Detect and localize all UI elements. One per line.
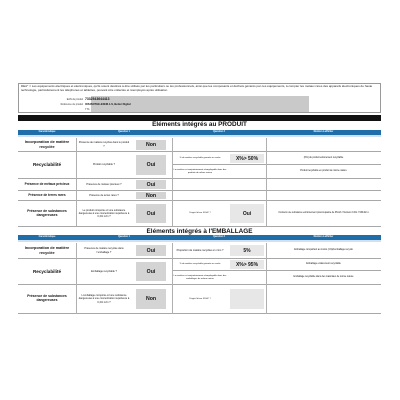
produit-row-label: Présence de métaux précieux	[24, 181, 70, 186]
emballage-row-mention: Emballage comportant au moins (x%)d'emballage recyclé	[294, 249, 353, 252]
column-divider	[76, 243, 77, 314]
produit-row-pct: X%> 50%	[230, 154, 264, 163]
produit-row-answer: Non	[136, 192, 166, 199]
produit-row-detail: % de matière recyclable garantie en sortie	[179, 156, 221, 159]
produit-row-question: Produit recyclable ?	[93, 163, 115, 167]
emballage-row-detail: S'agit-il d'une SVHC ?	[189, 297, 211, 300]
produit-row-question: Présence de matière recyclée dans le produit ?	[78, 141, 130, 148]
emballage-col-mention: Mention à afficher	[266, 235, 381, 240]
emballage-row-detail: La matière est majoritairement réemployable dans des emballages de même nature	[173, 274, 227, 280]
produit-row-question: Présence de terres rares ?	[89, 193, 119, 197]
emballage-row-label: Incorporation de matière recyclée	[24, 246, 70, 255]
produit-row-mention: Contient une substance extrêmement préoccupante de Plomb / Numéro CAS: 7439-92-1	[278, 212, 369, 215]
produit-title: Éléments intégrés au PRODUIT	[152, 121, 247, 128]
emballage-col-question2: Question 2	[172, 235, 266, 240]
ref-label: Référence du produit	[60, 103, 83, 106]
emballage-row-mention	[266, 285, 381, 313]
declaration-sheet	[18, 83, 381, 314]
column-divider	[172, 243, 173, 314]
column-divider	[172, 138, 173, 226]
ref-value: IOS4SOTHE-EXEM-1-S, Better Digital	[85, 103, 131, 106]
ean-value: 7332543644413	[85, 97, 110, 101]
emballage-row-question: L'emballage comporte-t-il une substance dangereuse à une concentration supérieure à 0,1% m/m ?	[78, 294, 130, 304]
produit-col-question2: Question 2	[172, 130, 266, 135]
produit-col-question1: Question 1	[76, 130, 172, 135]
emballage-row-answer: Oui	[136, 262, 166, 281]
produit-row-answer: Oui	[136, 180, 166, 189]
produit-subheader-bar	[18, 135, 381, 137]
emballage-col-caracteristique: Caractéristique	[18, 235, 76, 240]
emballage-row-answer: Non	[136, 289, 166, 309]
produit-row-label: Recyclabilité	[32, 162, 62, 168]
column-divider	[266, 138, 267, 226]
produit-row-detail: S'agit-il d'une SVHC ?	[189, 212, 211, 215]
emballage-row-detail: Proportion de matière recyclée en m/m ?	[176, 248, 224, 252]
emballage-row-mention: Emballage entièrement recyclable	[306, 263, 341, 266]
produit-row-answer: Oui	[136, 155, 166, 175]
emballage-col-question1: Question 1	[76, 235, 172, 240]
emballage-row-mention: Emballage recyclable dans des matériaux de même nature	[293, 276, 354, 279]
produit-row-answer: Non	[136, 140, 166, 150]
produit-row-label: Présence de terres rares	[28, 192, 66, 197]
produit-row-mention: (0%) du produit entièrement recyclable	[303, 156, 344, 159]
column-divider	[76, 138, 77, 226]
emballage-row-pct	[230, 289, 264, 309]
produit-row-pct: Oui	[230, 204, 264, 223]
ean-label: EAN du produit	[66, 98, 83, 101]
row-divider	[18, 226, 381, 227]
emballage-row-detail: % de matière recyclable garantie en sortie	[179, 263, 221, 266]
emballage-row-label: Présence de substances dangereuses	[27, 294, 67, 302]
emballage-row-label: Recyclabilité	[32, 268, 62, 274]
emballage-row-question: Présence de matière recyclée dans l'emballage ?	[84, 247, 124, 254]
header-notice: DEA° = Les équipements électriques et électroniques, qu'ils soient destinés à être utilisés par les particuliers ou les professionnels, ainsi que les composants et déchets générés par ces équipements, à compter les métaux rares des appareils électroniques de haute technologie, particulièrement les téléphones et tablettes, pouvant être collectés et réemployés après utilisation	[21, 84, 373, 92]
emballage-row-question: Emballage recyclable ?	[91, 269, 117, 273]
emballage-subheader-bar	[18, 240, 381, 242]
row-divider	[18, 313, 381, 314]
emballage-row-pct: 5%	[230, 245, 264, 256]
produit-row-answer: Oui	[136, 204, 166, 223]
produit-col-caracteristique: Caractéristique	[18, 130, 76, 135]
produit-row-question: Présence de métaux précieux ?	[86, 182, 122, 186]
produit-row-detail: La matière est majoritairement réemployable dans des produits de même nature	[173, 168, 227, 174]
emballage-title: Éléments intégrés à l'EMBALLAGE	[146, 228, 253, 235]
produit-row-label: Incorporation de matière recyclée	[24, 140, 70, 149]
emballage-row-answer: Oui	[136, 245, 166, 256]
header-block	[18, 83, 381, 113]
emballage-row-pct: X%> 95%	[230, 260, 264, 269]
produit-row-mention: Produit recyclable en produit de même nature	[300, 170, 347, 173]
produit-row-question: Le produit comporte-t-il une substance dangereuse à une concentration supérieure à 0,1% m/m ?	[78, 208, 130, 219]
extra-value: 7 %	[85, 108, 90, 111]
produit-col-mention: Mention à afficher	[266, 130, 381, 135]
column-divider	[266, 243, 267, 314]
produit-row-label: Présence de substances dangereuses	[27, 208, 67, 217]
